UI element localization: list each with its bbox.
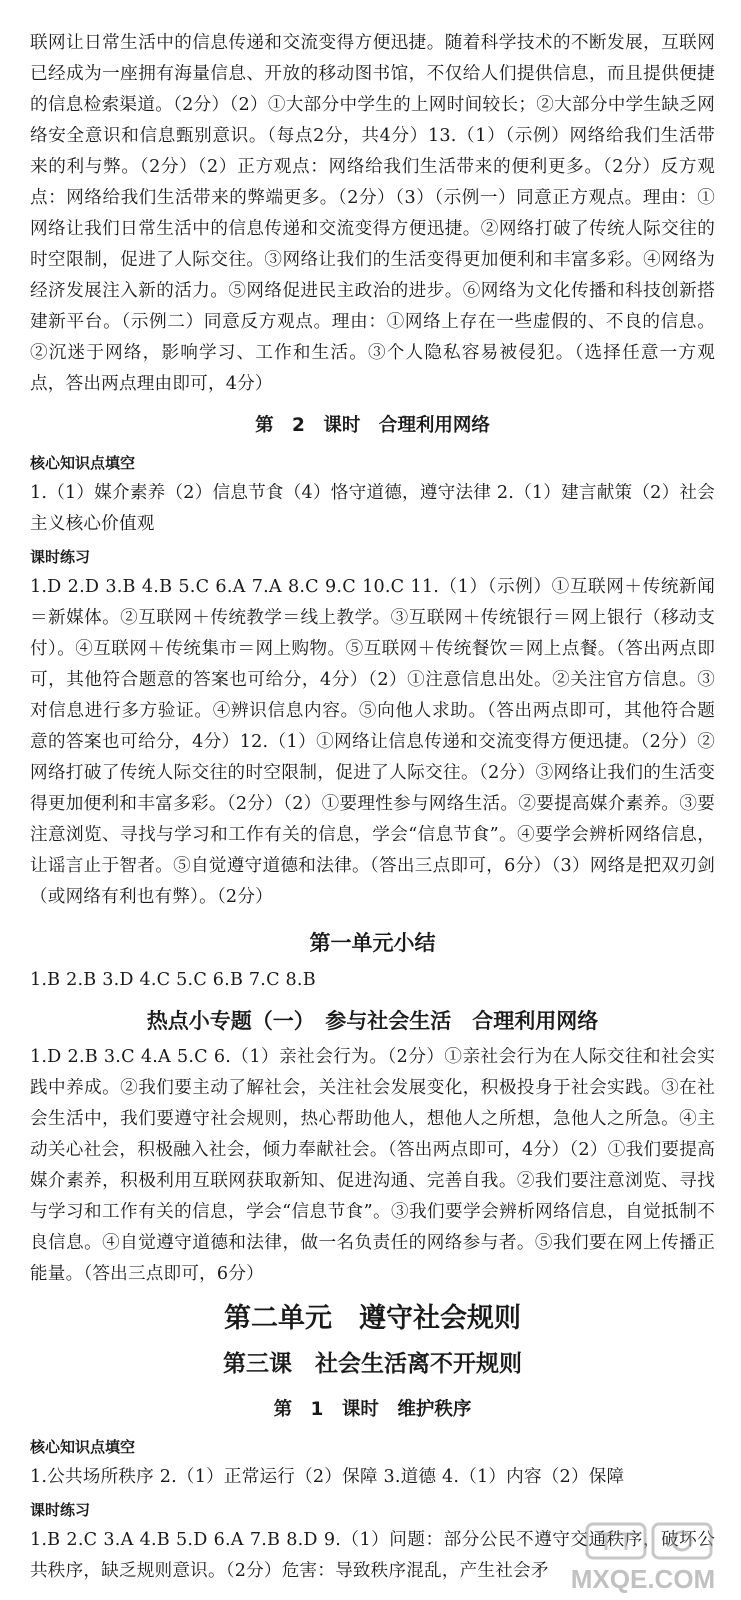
- lesson-title: 第 2 课时 合理利用网络: [255, 415, 490, 436]
- section-heading: 课时练习: [30, 1501, 91, 1519]
- watermark-text: MXQE.COM: [570, 1564, 716, 1594]
- lesson-title: 第 1 课时 维护秩序: [273, 1399, 472, 1420]
- unit-title: 第二单元 遵守社会规则: [224, 1303, 521, 1334]
- watermark-logo: [553, 1522, 733, 1596]
- section-heading: 课时练习: [30, 548, 91, 566]
- section-heading: 核心知识点填空: [30, 1438, 136, 1456]
- answer-paragraph: 1.D 2.D 3.B 4.B 5.C 6.A 7.A 8.C 9.C 10.C 11.（1）（示例）①互联网＋传统新闻＝新媒体。②互联网＋传统教学＝线上教学。③互联网＋传统银行＝网上银行（移动支付）。④互联网＋传统集市＝网上购物。⑤互联网＋传统餐饮＝网上点餐。（答出两点即可，其他符合题意的答案也可给分，4分）（2）①注意信息出处。②关注官方信息。③对信息进行多方验证。④辨识信息内容。⑤向他人求助。（答出两点即可，其他符合题意的答案也可给分，4分）12.（1）①网络让信息传递和交流变得方便迅捷。（2分）②网络打破了传统人际交往的时空限制，促进了人际交往。（2分）③网络让我们的生活变得更加便利和丰富多彩。（2分）（2）①要理性参与网络生活。②要提高媒介素养。③要注意浏览、寻找与学习和工作有关的信息，学会“信息节食”。④要学会辨析网络信息，让谣言止于智者。⑤自觉遵守道德和法律。（答出三点即可，6分）（3）网络是把双刃剑（或网络有利也有弊）。（2分）: [30, 577, 715, 907]
- section-heading: 核心知识点填空: [30, 454, 136, 472]
- answer-paragraph: 联网让日常生活中的信息传递和交流变得方便迅捷。随着科学技术的不断发展，互联网已经成为一座拥有海量信息、开放的移动图书馆，不仅给人们提供信息，而且提供便捷的信息检索渠道。（2分）（2）①大部分中学生的上网时间较长；②大部分中学生缺乏网络安全意识和信息甄别意识。（每点2分，共4分）13.（1）（示例）网络给我们生活带来的利与弊。（2分）（2）正方观点：网络给我们生活带来的便利更多。（2分）反方观点：网络给我们生活带来的弊端更多。（2分）（3）（示例一）同意正方观点。理由：①网络让我们日常生活中的信息传递和交流变得方便迅捷。②网络打破了传统人际交往的时空限制，促进了人际交往。③网络让我们的生活变得更加便利和丰富多彩。④网络为经济发展注入新的活力。⑤网络促进民主政治的进步。⑥网络为文化传播和科技创新搭建新平台。（示例二）同意反方观点。理由：①网络上存在一些虚假的、不良的信息。②沉迷于网络，影响学习、工作和生活。③个人隐私容易被侵犯。（选择任意一方观点，答出两点理由即可，4分）: [30, 33, 715, 394]
- unit-summary-title: 第一单元小结: [309, 931, 436, 955]
- hot-topic-title: 热点小专题（一） 参与社会生活 合理利用网络: [146, 1009, 599, 1033]
- answer-paragraph: 1.（1）媒介素养（2）信息节食（4）恪守道德，遵守法律 2.（1）建言献策（2）社会主义核心价值观: [30, 483, 715, 534]
- answer-paragraph: 1.B 2.C 3.A 4.B 5.D 6.A 7.B 8.D 9.（1）问题：部分公民不遵守交通秩序，破坏公共秩序，缺乏规则意识。（2分）危害：导致秩序混乱，产生社会矛: [30, 1530, 715, 1581]
- answer-paragraph: 1.公共场所秩序 2.（1）正常运行（2）保障 3.道德 4.（1）内容（2）保障: [30, 1467, 625, 1487]
- answer-paragraph: 1.D 2.B 3.C 4.A 5.C 6.（1）亲社会行为。（2分）①亲社会行为在人际交往和社会实践中养成。②我们要主动了解社会，关注社会发展变化，积极投身于社会实践。③在社会生活中，我们要遵守社会规则，热心帮助他人，想他人之所想，急他人之所急。④主动关心社会，积极融入社会，倾力奉献社会。（答出两点即可，4分）（2）①我们要提高媒介素养，积极利用互联网获取新知、促进沟通、完善自我。②我们要注意浏览、寻找与学习和工作有关的信息，学会“信息节食”。③我们要学会辨析网络信息，自觉抵制不良信息。④自觉遵守道德和法律，做一名负责任的网络参与者。⑤我们要在网上传播正能量。（答出三点即可，6分）: [30, 1047, 715, 1284]
- lesson-group-title: 第三课 社会生活离不开规则: [223, 1351, 522, 1377]
- answer-paragraph: 1.B 2.B 3.D 4.C 5.C 6.B 7.C 8.B: [30, 970, 316, 990]
